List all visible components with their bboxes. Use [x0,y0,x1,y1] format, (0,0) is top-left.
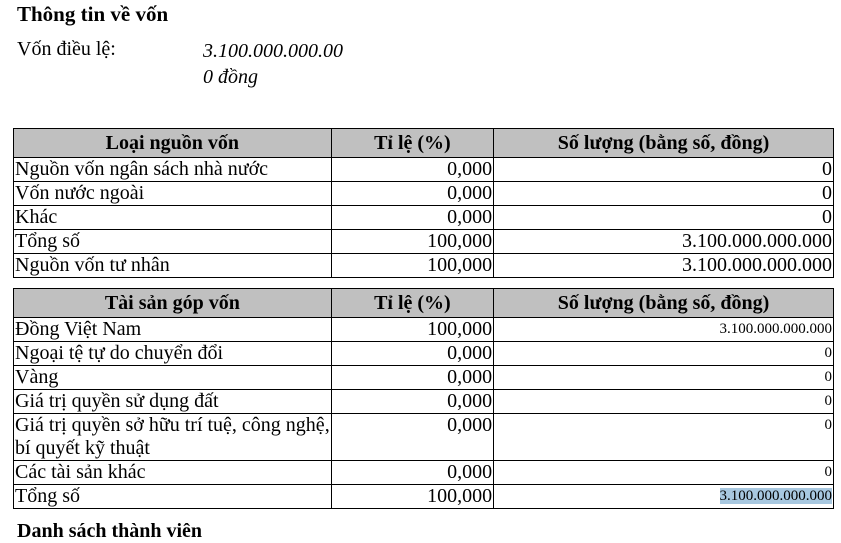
row-name: Khác [14,206,332,230]
row-amount: 0 [494,206,834,230]
table-header-row [14,289,834,318]
section-title: Thông tin về vốn [17,2,169,26]
row-amount: 0 [494,182,834,206]
row-ratio: 100,000 [331,318,493,342]
row-amount: 3.100.000.000.000 [494,254,834,278]
row-amount: 3.100.000.000.000 [494,318,834,342]
row-amount: 0 [494,390,834,414]
row-name: Đồng Việt Nam [14,318,332,342]
row-amount: 0 [494,342,834,366]
column-header-source-type: Loại nguồn vốn [14,129,332,158]
row-name: Tổng số [14,230,332,254]
charter-capital-value-line1: 3.100.000.000.00 [203,40,343,62]
row-ratio: 0,000 [331,158,493,182]
table-row [14,414,834,461]
contributed-assets-table [13,288,834,509]
table-header-row [14,129,834,158]
table-row [14,206,834,230]
row-ratio: 0,000 [331,182,493,206]
row-amount: 0 [494,461,834,485]
row-name: Giá trị quyền sở hữu trí tuệ, công nghệ, bí quyết kỹ thuật [15,414,330,459]
row-amount: 0 [494,158,834,182]
row-amount: 0 [494,366,834,390]
table-row [14,461,834,485]
row-name: Ngoại tệ tự do chuyển đổi [14,342,332,366]
table-row [14,318,834,342]
table-row [14,158,834,182]
row-name: Các tài sản khác [14,461,332,485]
column-header-amount: Số lượng (bằng số, đồng) [494,289,834,318]
row-name: Nguồn vốn tư nhân [14,254,332,278]
row-ratio: 100,000 [331,485,493,509]
table-row [14,182,834,206]
table-row [14,342,834,366]
row-ratio: 0,000 [331,414,493,461]
row-ratio: 100,000 [331,230,493,254]
row-ratio: 0,000 [331,390,493,414]
table-row [14,254,834,278]
table-row [14,366,834,390]
row-name: Vốn nước ngoài [14,182,332,206]
row-amount: 3.100.000.000.000 [494,230,834,254]
charter-capital-value [203,38,343,90]
charter-capital-value-line2: 0 đồng [203,66,258,88]
row-ratio: 0,000 [331,366,493,390]
table-row [14,390,834,414]
row-name: Nguồn vốn ngân sách nhà nước [14,158,332,182]
table-row [14,230,834,254]
column-header-asset-type: Tài sản góp vốn [14,289,332,318]
row-ratio: 0,000 [331,342,493,366]
row-ratio: 0,000 [331,206,493,230]
row-ratio: 100,000 [331,254,493,278]
selected-text-highlight[interactable]: 3.100.000.000.000 [719,488,832,504]
charter-capital-label: Vốn điều lệ: [17,38,116,60]
row-amount: 0 [494,414,834,461]
table-row [14,485,834,509]
capital-sources-table [13,128,834,278]
row-ratio: 0,000 [331,461,493,485]
column-header-ratio: Tỉ lệ (%) [331,129,493,158]
column-header-ratio: Tỉ lệ (%) [331,289,493,318]
column-header-amount: Số lượng (bằng số, đồng) [494,129,834,158]
row-name: Vàng [14,366,332,390]
row-name: Giá trị quyền sử dụng đất [14,390,332,414]
next-section-title: Danh sách thành viên [17,520,203,542]
row-amount [494,485,834,509]
row-name: Tổng số [14,485,332,509]
